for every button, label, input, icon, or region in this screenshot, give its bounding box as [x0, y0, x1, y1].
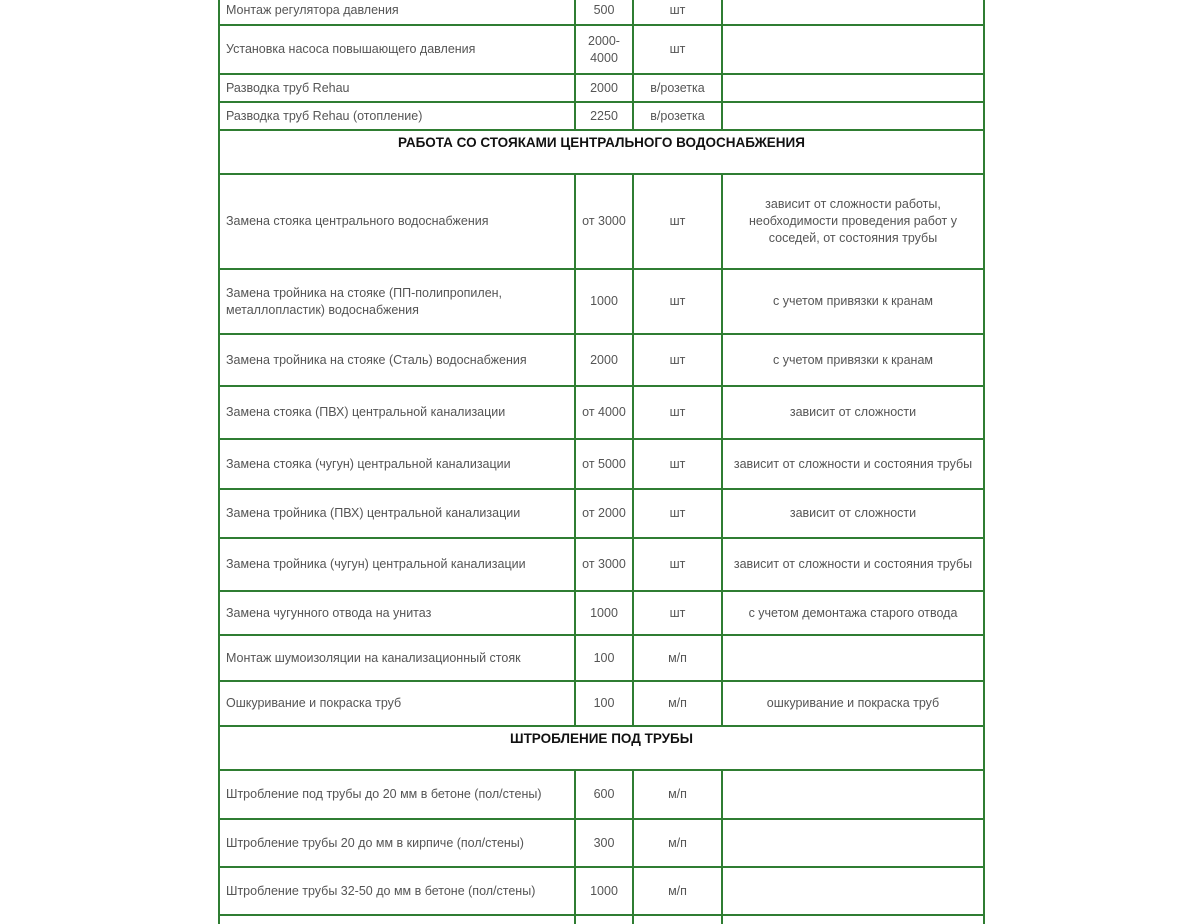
service-note	[722, 770, 984, 819]
table-row	[219, 386, 984, 439]
table-row	[219, 25, 984, 74]
service-note	[722, 25, 984, 74]
service-price	[575, 915, 633, 924]
section-header-row	[219, 726, 984, 770]
service-note	[722, 867, 984, 915]
service-name: Монтаж регулятора давления	[219, 0, 575, 25]
table-row	[219, 538, 984, 591]
service-price: 100	[575, 681, 633, 726]
service-price: от 4000	[575, 386, 633, 439]
service-price: 1000	[575, 269, 633, 334]
service-note: с учетом привязки к кранам	[722, 334, 984, 386]
service-note: зависит от сложности	[722, 386, 984, 439]
service-note: с учетом демонтажа старого отвода	[722, 591, 984, 635]
service-unit: в/розетка	[633, 74, 722, 102]
service-name: Штробление трубы 20 до мм в кирпиче (пол/стены)	[219, 819, 575, 867]
service-name: Разводка труб Rehau (отопление)	[219, 102, 575, 130]
service-name: Штробление под трубы до 20 мм в бетоне (пол/стены)	[219, 770, 575, 819]
service-price: 2000-4000	[575, 25, 633, 74]
service-price: 2000	[575, 74, 633, 102]
service-price: от 2000	[575, 489, 633, 538]
service-name: Замена тройника (чугун) центральной канализации	[219, 538, 575, 591]
service-unit: м/п	[633, 867, 722, 915]
table-row	[219, 0, 984, 25]
service-name: Замена чугунного отвода на унитаз	[219, 591, 575, 635]
table-row	[219, 819, 984, 867]
table-row	[219, 915, 984, 924]
section-header-row	[219, 130, 984, 174]
service-unit: шт	[633, 591, 722, 635]
service-name: Замена стояка центрального водоснабжения	[219, 174, 575, 269]
table-row	[219, 867, 984, 915]
service-unit: м/п	[633, 819, 722, 867]
service-unit: м/п	[633, 635, 722, 681]
service-name: Замена стояка (чугун) центральной канализации	[219, 439, 575, 489]
service-name: Установка насоса повышающего давления	[219, 25, 575, 74]
service-note	[722, 74, 984, 102]
table-row	[219, 681, 984, 726]
service-unit: шт	[633, 0, 722, 25]
table-row	[219, 269, 984, 334]
service-name	[219, 915, 575, 924]
service-note	[722, 102, 984, 130]
service-name: Замена стояка (ПВХ) центральной канализации	[219, 386, 575, 439]
price-table	[218, 0, 985, 924]
service-note: зависит от сложности работы, необходимости проведения работ у соседей, от состояния трубы	[722, 174, 984, 269]
table-row	[219, 102, 984, 130]
table-row	[219, 174, 984, 269]
service-note	[722, 915, 984, 924]
service-price: 2000	[575, 334, 633, 386]
service-name: Замена тройника на стояке (Сталь) водоснабжения	[219, 334, 575, 386]
table-row	[219, 770, 984, 819]
table-row	[219, 591, 984, 635]
service-price: 500	[575, 0, 633, 25]
service-note: с учетом привязки к кранам	[722, 269, 984, 334]
service-unit: шт	[633, 269, 722, 334]
table-row	[219, 334, 984, 386]
service-unit: шт	[633, 439, 722, 489]
service-name: Монтаж шумоизоляции на канализационный стояк	[219, 635, 575, 681]
service-unit: м/п	[633, 770, 722, 819]
service-price: 1000	[575, 867, 633, 915]
service-note	[722, 635, 984, 681]
service-price: 300	[575, 819, 633, 867]
service-unit: шт	[633, 174, 722, 269]
service-price: 600	[575, 770, 633, 819]
service-note: ошкуривание и покраска труб	[722, 681, 984, 726]
service-unit: шт	[633, 538, 722, 591]
service-price: 100	[575, 635, 633, 681]
service-unit: в/розетка	[633, 102, 722, 130]
service-note	[722, 0, 984, 25]
service-note: зависит от сложности	[722, 489, 984, 538]
service-price: от 3000	[575, 538, 633, 591]
service-note: зависит от сложности и состояния трубы	[722, 439, 984, 489]
service-price: от 5000	[575, 439, 633, 489]
service-note: зависит от сложности и состояния трубы	[722, 538, 984, 591]
service-note	[722, 819, 984, 867]
service-name: Замена тройника на стояке (ПП-полипропилен, металлопластик) водоснабжения	[219, 269, 575, 334]
service-unit: шт	[633, 386, 722, 439]
service-price: 2250	[575, 102, 633, 130]
table-row	[219, 489, 984, 538]
service-price: от 3000	[575, 174, 633, 269]
section-title: ШТРОБЛЕНИЕ ПОД ТРУБЫ	[219, 726, 984, 770]
service-name: Замена тройника (ПВХ) центральной канализации	[219, 489, 575, 538]
service-unit: шт	[633, 25, 722, 74]
service-unit: шт	[633, 489, 722, 538]
service-unit	[633, 915, 722, 924]
table-row	[219, 635, 984, 681]
service-name: Штробление трубы 32-50 до мм в бетоне (пол/стены)	[219, 867, 575, 915]
table-row	[219, 74, 984, 102]
section-title: РАБОТА СО СТОЯКАМИ ЦЕНТРАЛЬНОГО ВОДОСНАБЖЕНИЯ	[219, 130, 984, 174]
service-name: Разводка труб Rehau	[219, 74, 575, 102]
service-unit: м/п	[633, 681, 722, 726]
service-unit: шт	[633, 334, 722, 386]
service-name: Ошкуривание и покраска труб	[219, 681, 575, 726]
table-row	[219, 439, 984, 489]
service-price: 1000	[575, 591, 633, 635]
